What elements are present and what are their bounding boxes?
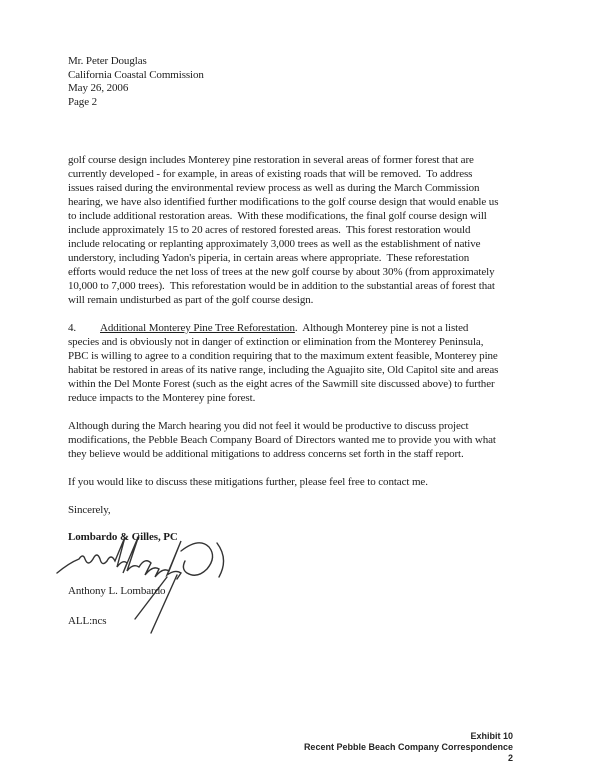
closing-salutation xyxy=(68,503,554,517)
reference-initials: ALL:ncs xyxy=(68,615,107,627)
item4-number: 4. xyxy=(68,322,77,334)
body-line: efforts would reduce the net loss of trees at the new golf course by about 30% (from approximately xyxy=(68,266,495,278)
body-line: Although during the March hearing you did not feel it would be productive to discuss project xyxy=(68,420,469,432)
body-line: 10,000 to 7,000 trees). This reforestation would be in addition to the substantial areas of forest that xyxy=(68,280,495,292)
exhibit-page-number: 2 xyxy=(507,753,513,763)
body-line: include relocating or replanting approximately 3,000 trees as well as the establishment of native xyxy=(68,238,481,250)
body-line: species and is obviously not in danger of extinction or elimination from the Monterey Peninsula, xyxy=(68,336,484,348)
exhibit-title: Recent Pebble Beach Company Correspondence xyxy=(303,742,513,752)
body-line: include approximately 15 to 20 acres of restored forested areas. This forest restoration would xyxy=(68,224,471,236)
signer-name: Anthony L. Lombardo xyxy=(68,585,166,597)
recipient-organization: California Coastal Commission xyxy=(68,68,204,81)
body-line: hearing, we have also identified further modifications to the golf course design that would enable us xyxy=(68,196,499,208)
paragraph-golf-course-design xyxy=(68,153,554,307)
body-line: PBC is willing to agree to a condition requiring that to the maximum extent feasible, Monterey pine xyxy=(68,350,498,362)
paragraph-contact-me xyxy=(68,475,554,489)
firm-name: Lombardo & Gilles, PC xyxy=(68,531,178,543)
letter-date: May 26, 2006 xyxy=(68,82,129,95)
body-line: within the Del Monte Forest (such as the eight acres of the Sawmill site discussed above) to further xyxy=(68,378,495,390)
body-line: modifications, the Pebble Beach Company Board of Directors wanted me to provide you with what xyxy=(68,434,496,446)
item4-line1-rest: . Although Monterey pine is not a listed xyxy=(294,322,469,334)
body-line: to include additional restoration areas. With these modifications, the final golf course design will xyxy=(68,210,487,222)
exhibit-footer xyxy=(304,731,513,764)
body-line: will remain undisturbed as part of the golf course design. xyxy=(68,294,314,306)
page-number-header: Page 2 xyxy=(68,95,98,108)
item4-underlined-heading: Additional Monterey Pine Tree Reforestation xyxy=(100,322,295,334)
body-line: reduce impacts to the Monterey pine forest. xyxy=(68,392,256,404)
closing-line: Sincerely, xyxy=(68,504,111,516)
body-line: understory, including Yadon's piperia, in certain areas where appropriate. These reforestation xyxy=(68,252,470,264)
letter-header xyxy=(68,55,204,109)
item4-first-line xyxy=(68,321,554,335)
body-line: currently developed - for example, in areas of existing roads that will be removed. To address xyxy=(68,168,473,180)
paragraph-march-hearing xyxy=(68,419,554,461)
letter-body xyxy=(68,153,554,531)
body-line: habitat be restored in areas of its native range, including the Aguajito site, Old Capitol site and areas xyxy=(68,364,499,376)
recipient-name: Mr. Peter Douglas xyxy=(68,55,147,67)
body-line: they believe would be additional mitigations to address concerns set forth in the staff report. xyxy=(68,448,464,460)
body-line: If you would like to discuss these mitigations further, please feel free to contact me. xyxy=(68,476,428,488)
paragraph-item-4-reforestation xyxy=(68,321,554,405)
exhibit-label: Exhibit 10 xyxy=(470,731,513,741)
body-line: issues raised during the environmental review process as well as during the March Commission xyxy=(68,182,480,194)
body-line: golf course design includes Monterey pine restoration in several areas of former forest that are xyxy=(68,154,474,166)
